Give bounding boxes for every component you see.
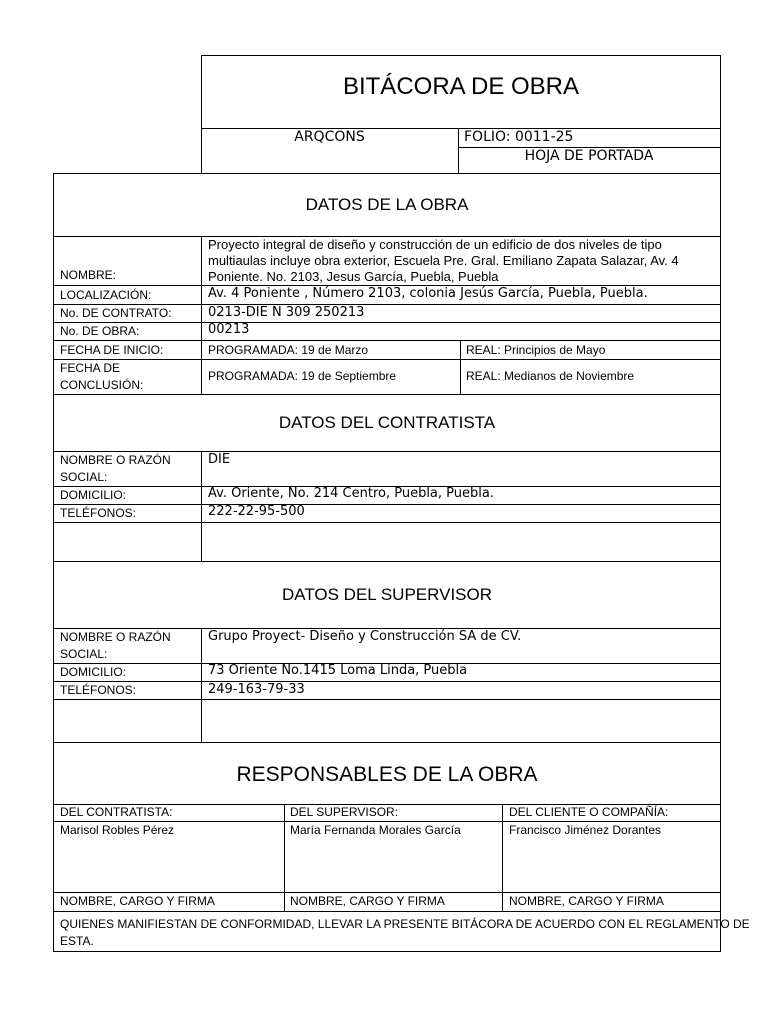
rule [53, 322, 721, 323]
label-razon-social: NOMBRE O RAZÓN [60, 630, 171, 644]
localizacion-value: Av. 4 Poniente , Número 2103, colonia Jesús García, Puebla, Puebla. [208, 286, 648, 301]
section-heading-contratista: DATOS DEL CONTRATISTA [278, 413, 496, 432]
contratista-domicilio-value: Av. Oriente, No. 214 Centro, Puebla, Puebla. [208, 486, 494, 501]
label-razon-social: SOCIAL: [60, 647, 108, 661]
label-fecha-conclusion: CONCLUSIÓN: [60, 378, 144, 392]
contratista-responsable-name: Marisol Robles Pérez [60, 823, 175, 837]
company-name: ARQCONS [294, 129, 365, 145]
project-name-line: multiaulas incluye obra exterior, Escuela Pre. Gral. Emiliano Zapata Salazar, Av. 4 [208, 253, 679, 268]
rule [53, 561, 721, 562]
rule [53, 173, 54, 952]
rule [53, 340, 721, 341]
rule [201, 236, 202, 394]
contratista-telefonos-value: 222-22-95-500 [208, 504, 305, 519]
project-name-line: Poniente. No. 2103, Jesus García, Puebla, Puebla [208, 269, 499, 284]
rule [53, 359, 721, 360]
rule [53, 681, 721, 682]
cliente-responsable-name: Francisco Jiménez Dorantes [509, 823, 662, 837]
contratista-razon-value: DIE [208, 452, 231, 467]
inicio-programada: PROGRAMADA: 19 de Marzo [208, 343, 369, 357]
supervisor-telefonos-value: 249-163-79-33 [208, 682, 305, 697]
sheet-type: HOJA DE PORTADA [524, 148, 654, 164]
label-localizacion: LOCALIZACIÓN: [60, 288, 152, 302]
folio-number: FOLIO: 0011-25 [464, 129, 574, 145]
rule [53, 522, 721, 523]
label-supervisor: DEL SUPERVISOR: [290, 805, 399, 819]
label-fecha-inicio: FECHA DE INICIO: [60, 343, 164, 357]
rule [53, 504, 721, 505]
section-heading-obra: DATOS DE LA OBRA [305, 195, 469, 214]
label-telefonos: TELÉFONOS: [60, 683, 137, 697]
firma-label-supervisor: NOMBRE, CARGO Y FIRMA [290, 894, 445, 908]
rule [201, 451, 202, 561]
rule [502, 804, 503, 911]
project-name-line: Proyecto integral de diseño y construcción de un edificio de dos niveles de tipo [208, 237, 662, 252]
rule [53, 699, 721, 700]
rule [284, 804, 285, 911]
label-razon-social: NOMBRE O RAZÓN [60, 453, 171, 467]
label-nombre: NOMBRE: [60, 268, 117, 282]
supervisor-razon-value: Grupo Proyect- Diseño y Construcción SA de CV. [208, 629, 522, 644]
label-contratista: DEL CONTRATISTA: [60, 805, 173, 819]
obra-no-value: 00213 [208, 322, 250, 337]
conformity-statement: QUIENES MANIFIESTAN DE CONFORMIDAD, LLEVAR LA PRESENTE BITÁCORA DE ACUERDO CON EL REGLAMENTO DE [60, 917, 750, 931]
contrato-value: 0213-DIE N 309 250213 [208, 305, 365, 320]
rule [53, 173, 721, 174]
firma-label-cliente: NOMBRE, CARGO Y FIRMA [509, 894, 664, 908]
label-contrato: No. DE CONTRATO: [60, 306, 172, 320]
rule [53, 394, 721, 395]
label-cliente: DEL CLIENTE O COMPAÑÍA: [509, 805, 669, 819]
rule [53, 911, 721, 912]
rule [460, 340, 461, 394]
label-fecha-conclusion: FECHA DE [60, 361, 121, 375]
conclusion-programada: PROGRAMADA: 19 de Septiembre [208, 369, 397, 383]
supervisor-domicilio-value: 73 Oriente No.1415 Loma Linda, Puebla [208, 663, 468, 678]
inicio-real: REAL: Principios de Mayo [466, 343, 606, 357]
section-heading-supervisor: DATOS DEL SUPERVISOR [281, 585, 493, 604]
section-heading-responsables: RESPONSABLES DE LA OBRA [236, 763, 538, 786]
label-domicilio: DOMICILIO: [60, 488, 127, 502]
rule [53, 821, 721, 822]
rule [53, 304, 721, 305]
conclusion-real: REAL: Medianos de Noviembre [466, 369, 635, 383]
rule [201, 628, 202, 742]
supervisor-responsable-name: María Fernanda Morales García [290, 823, 461, 837]
rule [53, 892, 721, 893]
label-obra-no: No. DE OBRA: [60, 324, 140, 338]
conformity-statement: ESTA. [60, 934, 94, 948]
rule [201, 55, 721, 56]
label-razon-social: SOCIAL: [60, 470, 108, 484]
rule [53, 742, 721, 743]
label-domicilio: DOMICILIO: [60, 665, 127, 679]
rule [53, 451, 721, 452]
rule [53, 951, 721, 952]
page-title: BITÁCORA DE OBRA [342, 73, 580, 100]
firma-label-contratista: NOMBRE, CARGO Y FIRMA [60, 894, 215, 908]
label-telefonos: TELÉFONOS: [60, 506, 137, 520]
